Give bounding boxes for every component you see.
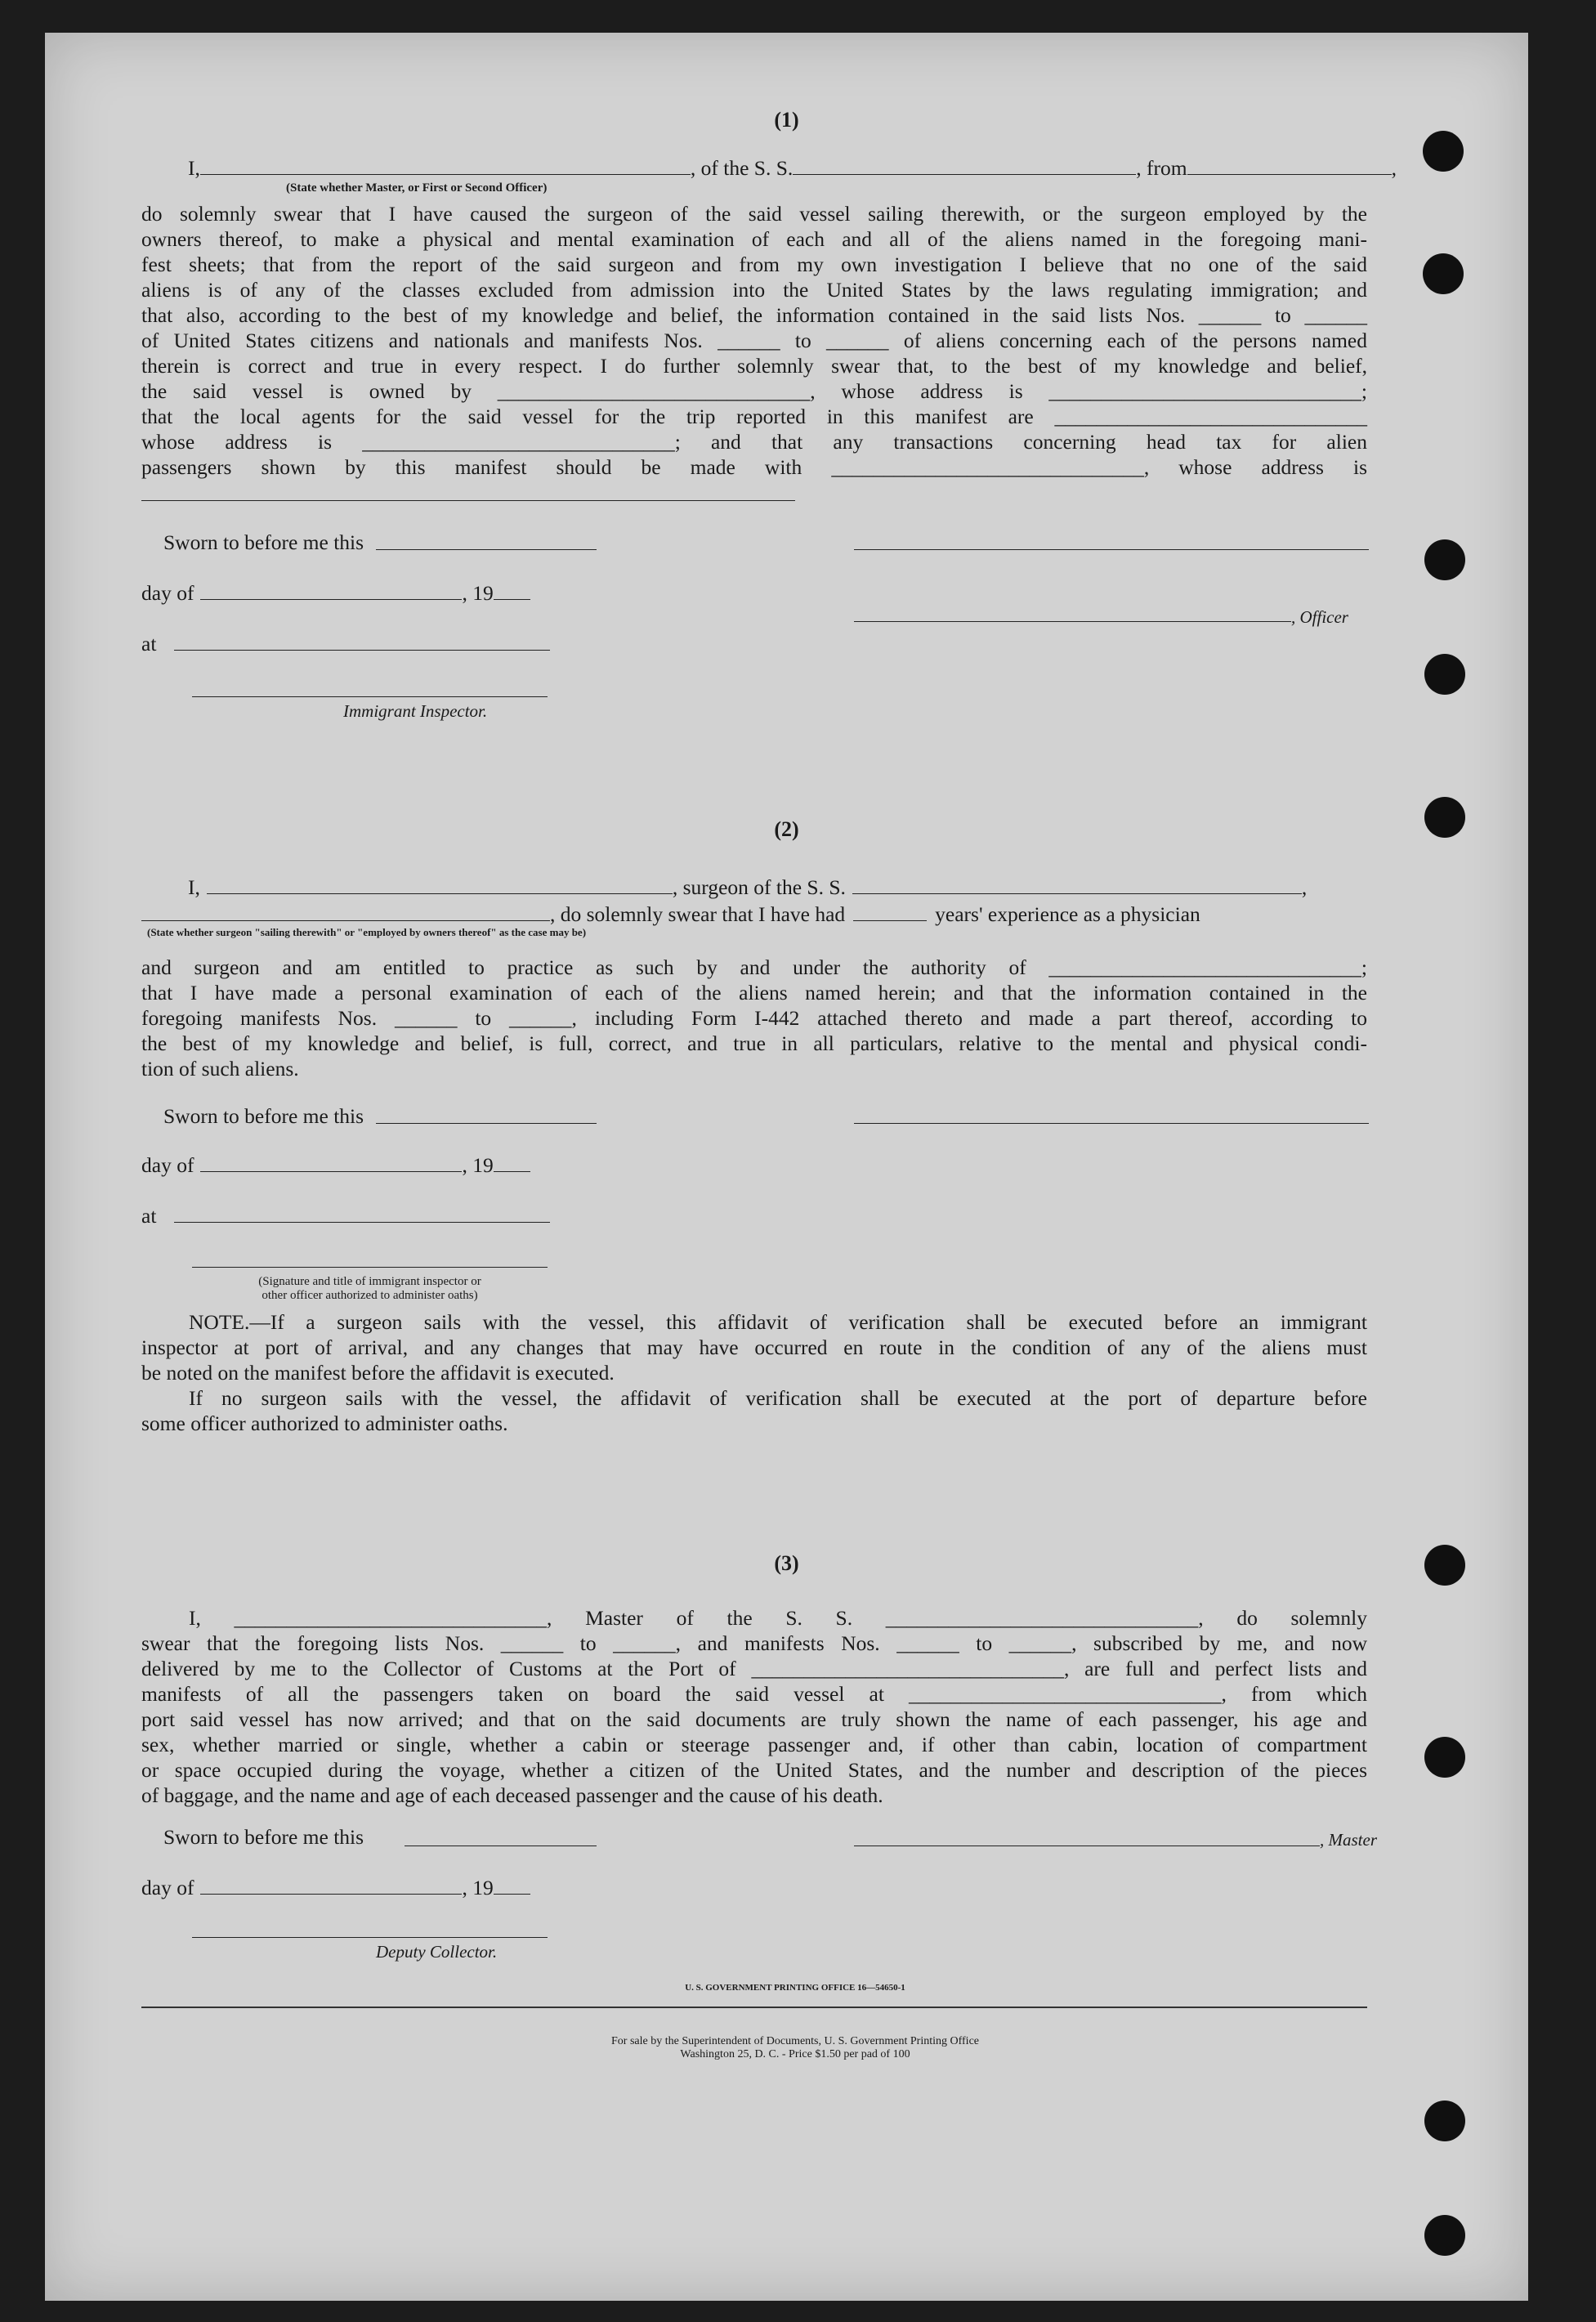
master-title: , Master [1320, 1830, 1377, 1850]
section-number: (3) [774, 1551, 799, 1575]
officer-note: (State whether Master, or First or Second Officer) [286, 181, 548, 195]
binder-hole [1424, 2101, 1465, 2141]
at-label: at [141, 631, 550, 656]
oath-paragraph: do solemnly swear that I have caused the surgeon of the said vessel sailing therewith, or the surgeon employed by the owners thereof, to make a physical and mental examination of each and all of the aliens named in the foregoing mani- fest sheets; that from the report of the said surgeon and from my own investigation I believe that no one of the said aliens is of any of the classes excluded from admission into the United States by the laws regulating immigration; and that also, according to the best of my knowledge and belief, the information contained in the said lists Nos. ______ to ______ of United States citizens and nationals and manifests Nos. ______ to ______ of aliens concerning each of the persons named therein is correct and true in every respect. I do further solemnly swear that, to the best of my knowledge and belief, the said vessel is owned by ______________________________, whose address is ______________________________; that the local agents for the said vessel for the trip reported in this manifest are ______________________________ whose address is ______________________________; and that any transactions concerning head tax for alien passengers shown by this manifest should be made with ______________________________, whose address is [141, 202, 1367, 479]
surgeon-line: I, , surgeon of the S. S. , [188, 875, 1308, 899]
binder-hole [1424, 654, 1465, 695]
day-of-label: day of , 19 [141, 1152, 530, 1178]
sworn-label: Sworn to before me this [163, 1104, 364, 1128]
oath-line: I, , of the S. S. , from , [188, 156, 1397, 180]
signature-line [854, 549, 1369, 550]
gpo-imprint: U. S. GOVERNMENT PRINTING OFFICE 16—54650-1 [685, 1983, 905, 1993]
at-label: at [141, 1203, 550, 1228]
surgeon-paragraph: and surgeon and am entitled to practice as such by and under the authority of ______________________________; that I have made a personal examination of each of the aliens named herein; and that the information contained in the foregoing manifests Nos. ______ to ______, including Form I-442 attached thereto and made a part thereof, according to the best of my knowledge and belief, is full, correct, and true in all particulars, relative to the mental and physical condi- tion of such aliens. [141, 955, 1367, 1080]
inspector-title: Immigrant Inspector. [343, 701, 488, 721]
collector-title: Deputy Collector. [376, 1942, 498, 1962]
binder-hole [1424, 1737, 1465, 1778]
note-paragraph: NOTE.—If a surgeon sails with the vessel, this affidavit of verification shall be executed before an immigrant inspector at port of arrival, and any changes that may have occurred en route in the condition of any of the aliens must be noted on the manifest before the affidavit is executed. [141, 1310, 1367, 1385]
binder-hole [1423, 253, 1464, 294]
sworn-label: Sworn to before me this [163, 1825, 364, 1849]
note-paragraph-2: If no surgeon sails with the vessel, the affidavit of verification shall be executed at the port of departure before some officer authorized to administer oaths. [141, 1386, 1367, 1435]
day-of-label: day of , 19 [141, 1875, 530, 1900]
signature-note: (Signature and title of immigrant inspector or other officer authorized to administer oaths) [258, 1275, 481, 1302]
section-number: (1) [774, 108, 799, 132]
officer-title: , Officer [1291, 607, 1348, 627]
binder-hole [1424, 2215, 1465, 2256]
binder-hole [1423, 131, 1464, 172]
sworn-label: Sworn to before me this [163, 530, 364, 554]
surgeon-note: (State whether surgeon "sailing therewith" or "employed by owners thereof" as the case may be) [147, 926, 587, 938]
master-paragraph: I, ______________________________, Master of the S. S. ______________________________, do solemnly swear that the foregoing lists Nos. ______ to ______, and manifests Nos. ______ to ______, subscribed by me, and now delivered by me to the Collector of Customs at the Port of ______________________________, are full and perfect lists and manifests of all the passengers taken on board the said vessel at ______________________________, from which port said vessel has now arrived; and that on the said documents are truly shown the name of each passenger, his age and sex, whether married or single, whether a cabin or steerage passenger and, if other than cabin, location of compartment or space occupied during the voyage, whether a citizen of the United States, and the number and description of the pieces of baggage, and the name and age of each deceased passenger and the cause of his death. [141, 1606, 1367, 1807]
section-number: (2) [774, 817, 799, 841]
binder-hole [1424, 539, 1465, 580]
day-of-label: day of , 19 [141, 580, 530, 606]
form-page [45, 33, 1528, 2301]
sale-notice: For sale by the Superintendent of Documents, U. S. Government Printing Office Washington 25, D. C. - Price $1.50 per pad of 100 [611, 2035, 979, 2060]
signature-line [854, 1123, 1369, 1124]
experience-line: , do solemnly swear that I have had years' experience as a physician [141, 902, 1200, 927]
